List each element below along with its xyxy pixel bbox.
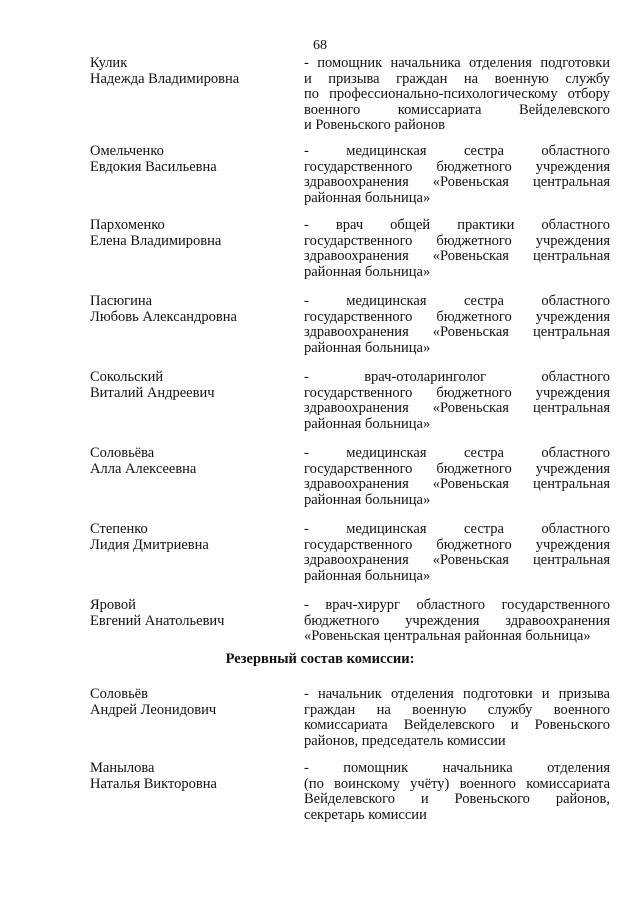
member-role [304,687,610,749]
role-line: граждан на военную службу военного [304,701,610,718]
role-line: государственного бюджетного учреждения [304,158,610,175]
member-role [304,294,610,356]
role-line: районная больница» [304,491,431,508]
member-name [90,446,285,477]
member-surname: Кулик [90,55,128,71]
role-line: - медицинская сестра областного [304,445,610,461]
role-line: - врач-отоларинголог областного [304,369,610,385]
role-line: по профессионально-психологическому отбору [304,86,610,102]
member-given-name: Любовь Александровна [90,308,237,325]
page-number: 68 [313,38,327,53]
role-line: здравоохранения «Ровеньская центральная [304,400,610,416]
member-role [304,598,610,645]
role-line: здравоохранения «Ровеньская центральная [304,324,610,340]
member-role [304,370,610,432]
member-role [304,56,610,134]
member-surname: Степенко [90,521,148,537]
role-line: государственного бюджетного учреждения [304,308,610,325]
member-name [90,522,285,553]
role-line: секретарь комиссии [304,806,427,823]
member-name [90,144,285,175]
role-line: - начальник отделения подготовки и призыва [304,686,610,702]
member-given-name: Наталья Викторовна [90,775,217,792]
role-line: районная больница» [304,263,431,280]
member-surname: Пасюгина [90,293,153,309]
role-line: - помощник начальника отделения [304,760,610,776]
member-surname: Пархоменко [90,217,165,233]
member-surname: Омельченко [90,143,164,159]
member-name [90,761,285,792]
member-surname: Соловьёв [90,686,148,702]
role-line: - помощник начальника отделения подготовки [304,55,610,71]
member-name [90,370,285,401]
role-line: комиссариата Вейделевского и Ровеньского [304,717,610,733]
member-role [304,761,610,823]
member-given-name: Алла Алексеевна [90,460,197,477]
role-line: «Ровеньская центральная районная больница» [304,628,591,644]
role-line: здравоохранения «Ровеньская центральная [304,248,610,264]
member-given-name: Елена Владимировна [90,232,222,249]
role-line: (по воинскому учёту) военного комиссариата [304,775,610,792]
member-name [90,218,285,249]
member-name [90,687,285,718]
role-line: - врач-хирург областного государственного [304,597,610,613]
member-given-name: Евдокия Васильевна [90,158,217,175]
member-surname: Соловьёва [90,445,155,461]
member-role [304,144,610,206]
role-line: районов, председатель комиссии [304,732,506,749]
role-line: здравоохранения «Ровеньская центральная [304,552,610,568]
role-line: государственного бюджетного учреждения [304,460,610,477]
member-role [304,446,610,508]
role-line: районная больница» [304,189,431,206]
role-line: Вейделевского и Ровеньского районов, [304,791,610,807]
member-role [304,522,610,584]
role-line: - врач общей практики областного [304,217,610,233]
role-line: - медицинская сестра областного [304,521,610,537]
role-line: районная больница» [304,339,431,356]
role-line: государственного бюджетного учреждения [304,232,610,249]
role-line: и призыва граждан на военную службу [304,70,610,87]
member-name [90,598,285,629]
member-name [90,56,285,87]
role-line: районная больница» [304,415,431,432]
role-line: районная больница» [304,567,431,584]
reserve-section-heading: Резервный состав комиссии: [225,651,415,667]
member-surname: Сокольский [90,369,164,385]
role-line: государственного бюджетного учреждения [304,536,610,553]
role-line: - медицинская сестра областного [304,293,610,309]
role-line: здравоохранения «Ровеньская центральная [304,174,610,190]
role-line: и Ровеньского районов [304,117,445,133]
role-line: бюджетного учреждения здравоохранения [304,612,610,629]
member-name [90,294,285,325]
member-surname: Яровой [90,597,136,613]
role-line: военного комиссариата Вейделевского [304,101,610,118]
member-given-name: Надежда Владимировна [90,70,240,87]
member-given-name: Виталий Андреевич [90,384,215,401]
member-role [304,218,610,280]
member-given-name: Андрей Леонидович [90,701,217,718]
role-line: государственного бюджетного учреждения [304,384,610,401]
role-line: - медицинская сестра областного [304,143,610,159]
member-surname: Манылова [90,760,155,776]
member-given-name: Евгений Анатольевич [90,612,225,629]
member-given-name: Лидия Дмитриевна [90,536,209,553]
role-line: здравоохранения «Ровеньская центральная [304,476,610,492]
